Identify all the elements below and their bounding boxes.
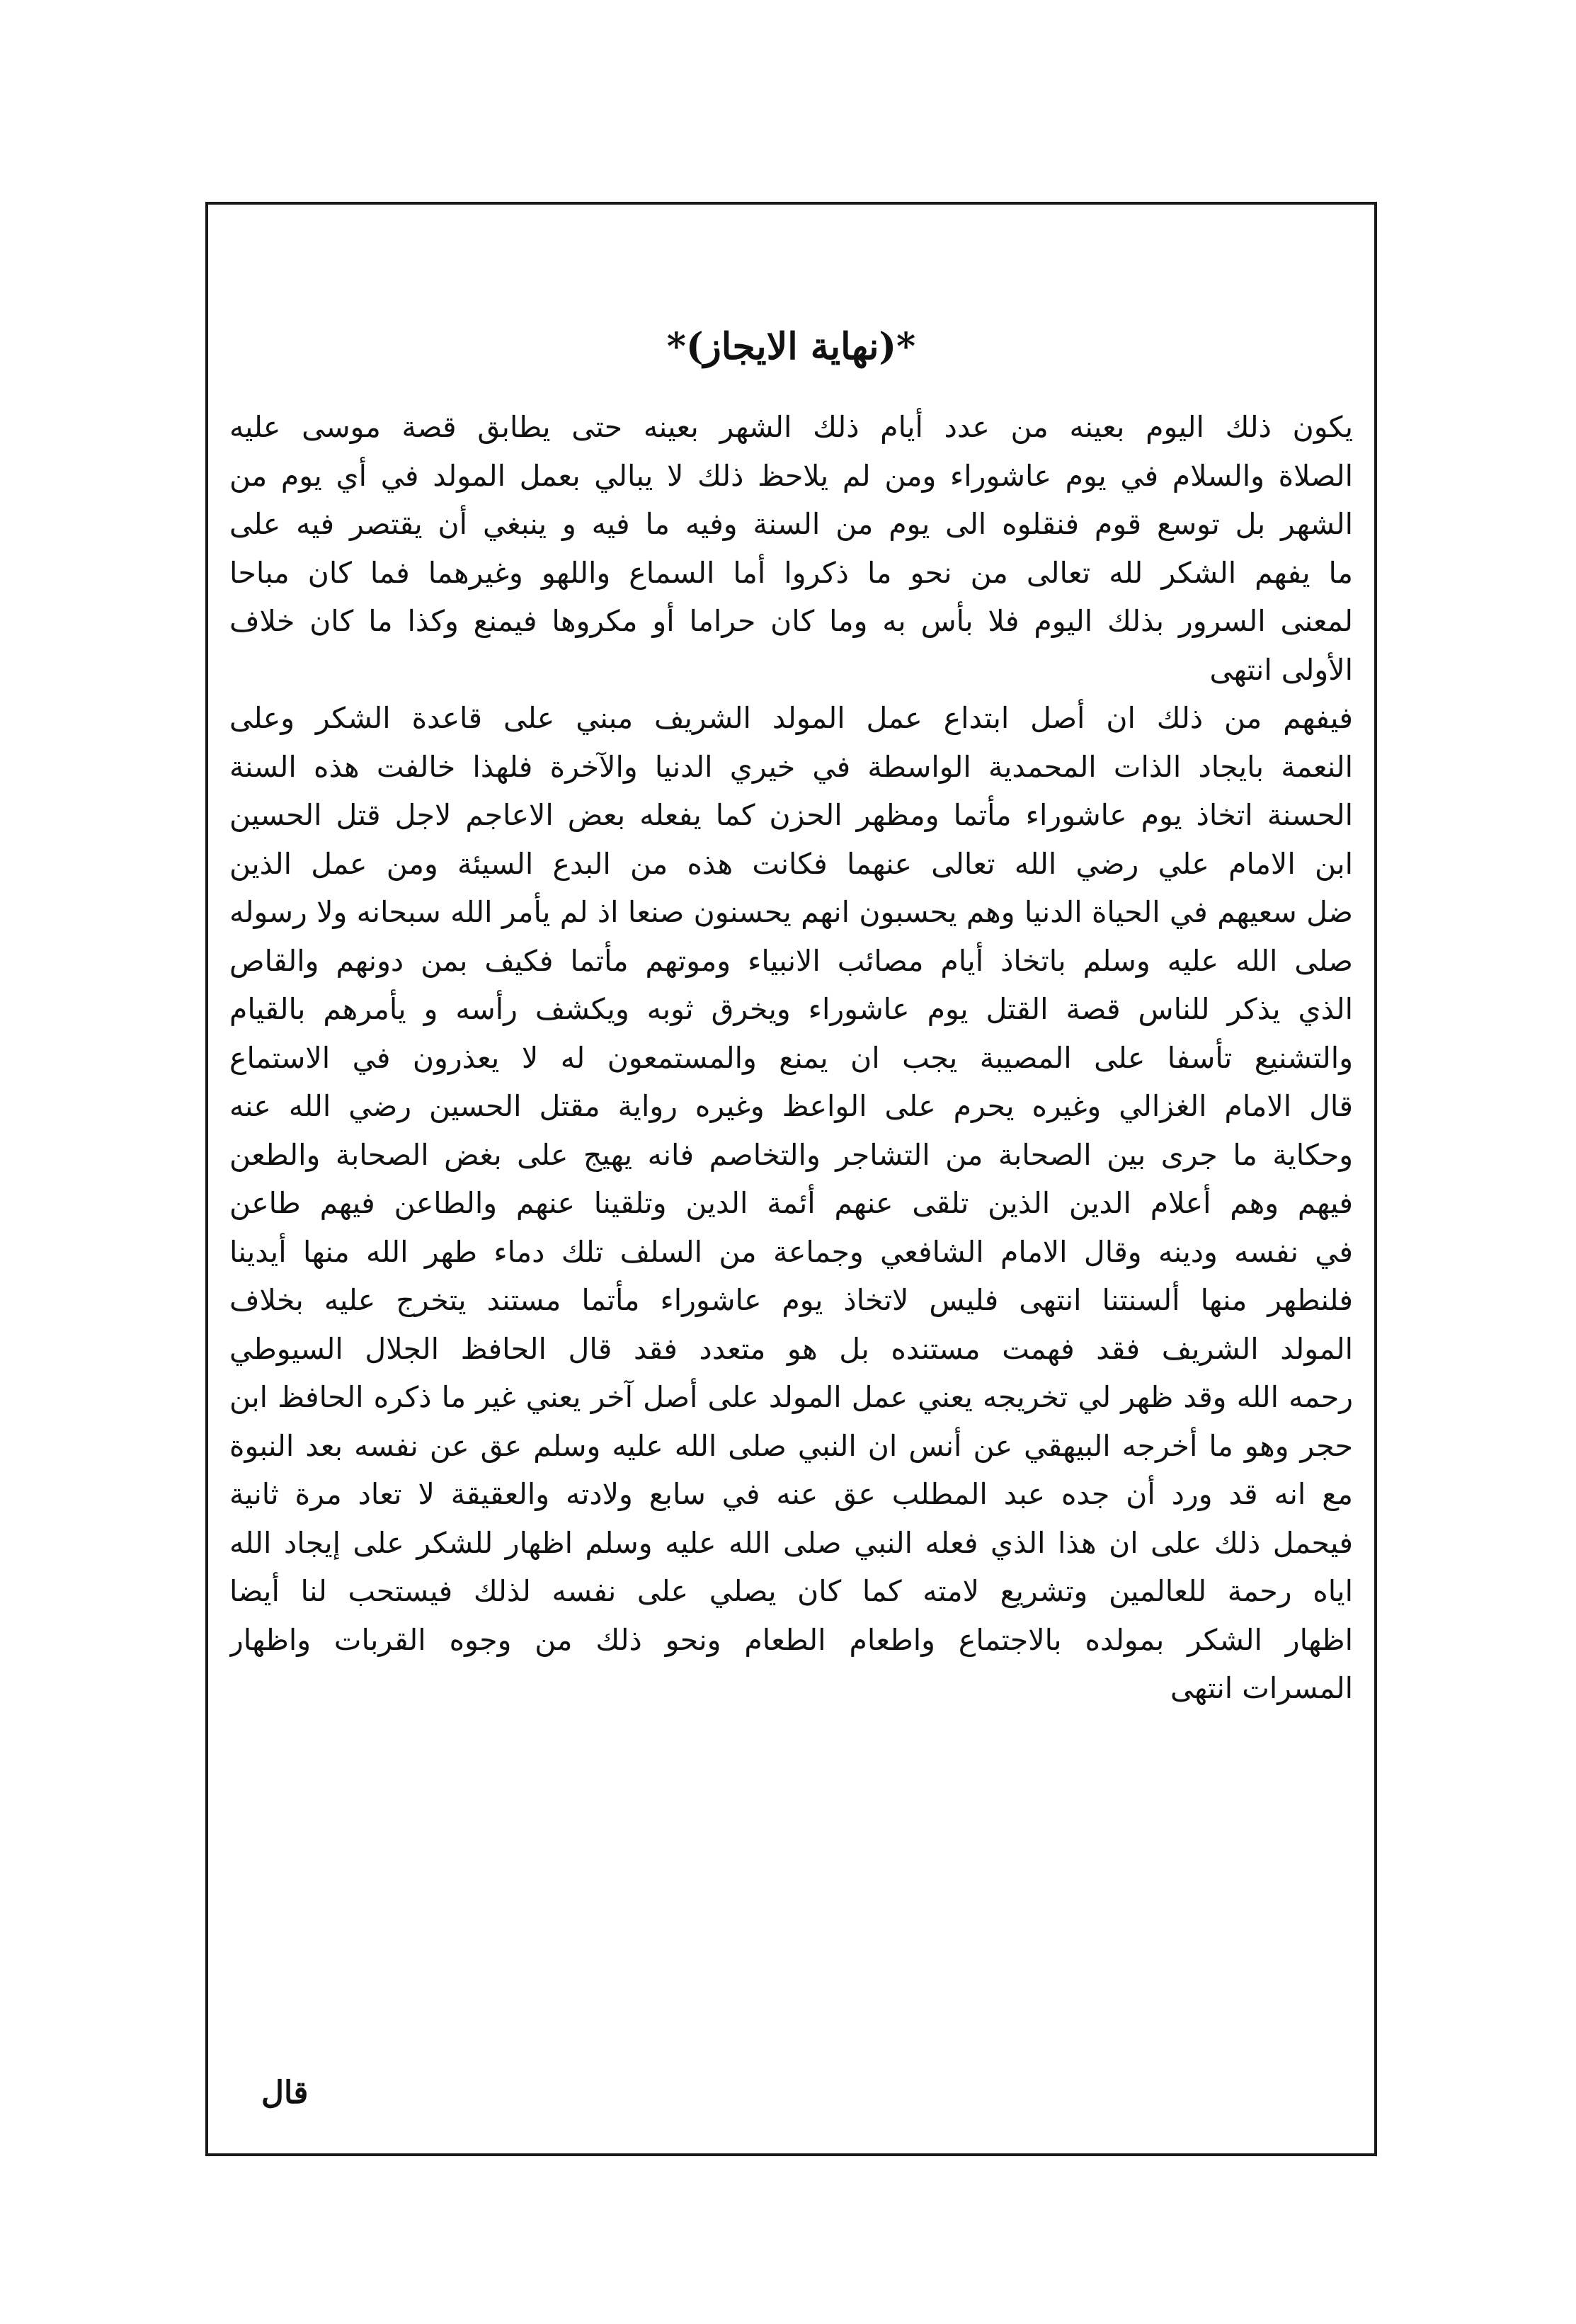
text-line: يكون ذلك اليوم بعينه من عدد أيام ذلك الشهر بعينه حتى يطابق قصة موسى عليه [229,410,1353,444]
text-line: الشهر بل توسع قوم فنقلوه الى يوم من السنة وفيه ما فيه و ينبغي أن يقتصر فيه على [229,507,1353,541]
text-line: رحمه الله وقد ظهر لي تخريجه يعني عمل المولد على أصل آخر يعني غير ما ذكره الحافظ ابن [229,1380,1353,1414]
text-line: مع انه قد ورد أن جده عبد المطلب عق عنه في سابع ولادته والعقيقة لا تعاد مرة ثانية [229,1477,1353,1511]
text-line: وحكاية ما جرى بين الصحابة من التشاجر والتخاصم فانه يهيج على بغض الصحابة والطعن [229,1137,1353,1172]
text-line: فلنطهر منها ألسنتنا انتهى فليس لاتخاذ يوم عاشوراء مأتما مستند يتخرج عليه بخلاف [229,1283,1353,1317]
text-line: فيحمل ذلك على ان هذا الذي فعله النبي صلى الله عليه وسلم اظهار للشكر على إيجاد الله [229,1525,1353,1560]
text-line: ضل سعيهم في الحياة الدنيا وهم يحسبون انهم يحسنون صنعا اذ لم يأمر الله سبحانه ولا رسوله [229,895,1353,929]
text-line: في نفسه ودينه وقال الامام الشافعي وجماعة من السلف تلك دماء طهر الله منها أيدينا [229,1234,1353,1269]
text-line: حجر وهو ما أخرجه البيهقي عن أنس ان النبي صلى الله عليه وسلم عق عن نفسه بعد النبوة [229,1428,1353,1463]
catchword: قال [261,2075,309,2111]
text-line: اياه رحمة للعالمين وتشريع لامته كما كان يصلي على نفسه لذلك فيستحب لنا أيضا [229,1574,1353,1608]
text-line: الصلاة والسلام في يوم عاشوراء ومن لم يلاحظ ذلك لا يبالي بعمل المولد في أي يوم من [229,458,1353,493]
text-line: المسرات انتهى [1170,1671,1353,1705]
text-line: قال الامام الغزالي وغيره يحرم على الواعظ وغيره رواية مقتل الحسين رضي الله عنه [229,1089,1353,1123]
text-line: اظهار الشكر بمولده بالاجتماع واطعام الطعام ونحو ذلك من وجوه القربات واظهار [229,1622,1353,1657]
text-line: ما يفهم الشكر لله تعالى من نحو ما ذكروا أما السماع واللهو وغيرهما فما كان مباحا [229,555,1353,590]
text-line: والتشنيع تأسفا على المصيبة يجب ان يمنع والمستمعون له لا يعذرون في الاستماع [229,1040,1353,1075]
text-line: فيفهم من ذلك ان أصل ابتداع عمل المولد الشريف مبني على قاعدة الشكر وعلى [229,701,1353,735]
text-line: صلى الله عليه وسلم باتخاذ أيام مصائب الانبياء وموتهم مأتما فكيف بمن دونهم والقاص [229,943,1353,978]
text-line: ابن الامام علي رضي الله تعالى عنهما فكانت هذه من البدع السيئة ومن عمل الذين [229,846,1353,881]
text-line: المولد الشريف فقد فهمت مستنده بل هو متعدد فقد قال الحافظ الجلال السيوطي [229,1331,1353,1366]
text-line: لمعنى السرور بذلك اليوم فلا بأس به وما كان حراما أو مكروها فيمنع وكذا ما كان خلاف [229,604,1353,638]
text-line: الأولى انتهى [1209,652,1353,687]
text-line: الذي يذكر للناس قصة القتل يوم عاشوراء ويخرق ثوبه ويكشف رأسه و يأمرهم بالقيام [229,992,1353,1026]
page-header: *(نهاية الايجاز)* [666,325,916,368]
page-frame [205,202,1377,2156]
text-line: فيهم وهم أعلام الدين الذين تلقى عنهم أئمة الدين وتلقينا عنهم والطاعن فيهم طاعن [229,1186,1353,1220]
text-body [229,403,1353,1713]
text-line: النعمة بايجاد الذات المحمدية الواسطة في خيري الدنيا والآخرة فلهذا خالفت هذه السنة [229,749,1353,784]
text-line: الحسنة اتخاذ يوم عاشوراء مأتما ومظهر الحزن كما يفعله بعض الاعاجم لاجل قتل الحسين [229,798,1353,832]
